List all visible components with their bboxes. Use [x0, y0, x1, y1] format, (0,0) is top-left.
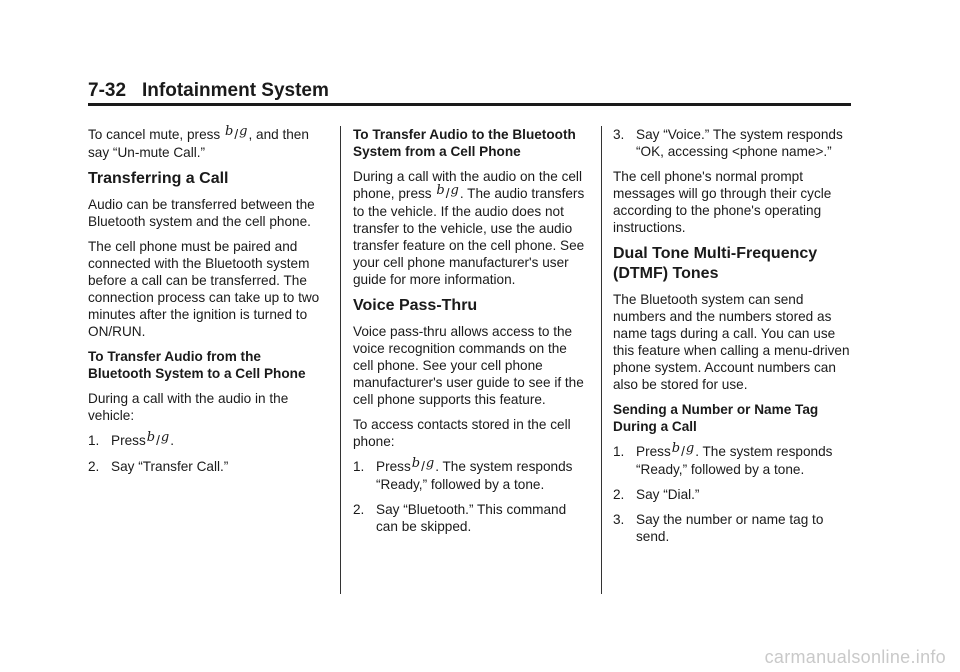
dtmf-paragraph: The Bluetooth system can send numbers and the numbers stored as name tags during a call. You can use this feature when calling a menu-driven phone system. Account numbers can also be stored for use.: [613, 292, 850, 392]
list-item: 2. Say “Transfer Call.”: [88, 459, 229, 474]
column-divider: [601, 126, 602, 594]
voice-icon: g: [239, 124, 248, 139]
voice-icon: g: [450, 183, 459, 198]
page-header: [88, 80, 329, 102]
list-item: 3. Say “Voice.” The system responds “OK, accessing <phone name>.”: [613, 127, 843, 159]
to-bluetooth-paragraph: During a call with the audio on the cell phone, press b/g. The audio transfers to the vehicle. If the audio does not transfer to the vehicle, use the audio transfer feature on the cell phone. See your cell phone manufacturer's user guide for more information.: [353, 169, 585, 287]
phone-icon: b: [146, 430, 156, 445]
phone-icon: b: [436, 183, 445, 198]
list-item: 1. Pressb/g. The system responds “Ready,” followed by a tone.: [613, 441, 833, 477]
transfer-heading: Transferring a Call: [88, 170, 229, 187]
section-title: Infotainment System: [142, 80, 329, 101]
phone-icon: b: [411, 456, 421, 471]
vpt-paragraph-2: To access contacts stored in the cell phone:: [353, 417, 571, 449]
to-phone-intro: During a call with the audio in the vehicle:: [88, 391, 289, 423]
column-divider: [340, 126, 341, 594]
voice-pass-thru-heading: Voice Pass-Thru: [353, 297, 478, 314]
list-item: 2. Say “Bluetooth.” This command can be skipped.: [353, 502, 567, 534]
header-rule: [88, 103, 851, 106]
column-1: [88, 126, 326, 483]
transfer-paragraph-2: The cell phone must be paired and connected with the Bluetooth system before a call can be transferred. The connection process can take up to two minutes after the ignition is turned to ON/RUN.: [88, 239, 320, 339]
voice-icon: g: [160, 430, 170, 445]
voice-icon: g: [425, 456, 435, 471]
list-item: 2. Say “Dial.”: [613, 487, 700, 502]
to-bluetooth-heading: To Transfer Audio to the Bluetooth System from a Cell Phone: [353, 127, 576, 159]
page-number: 7-32: [88, 80, 127, 101]
transfer-paragraph-1: Audio can be transferred between the Bluetooth system and the cell phone.: [88, 197, 315, 229]
list-item: 1. Pressb/g.: [88, 430, 174, 448]
to-phone-heading: To Transfer Audio from the Bluetooth System to a Cell Phone: [88, 349, 306, 381]
list-item: 3. Say the number or name tag to send.: [613, 512, 824, 544]
column-2: [353, 126, 591, 543]
phone-icon: b: [225, 124, 234, 139]
dtmf-heading: Dual Tone Multi-Frequency (DTMF) Tones: [613, 245, 818, 282]
send-heading: Sending a Number or Name Tag During a Call: [613, 402, 819, 434]
watermark: carmanualsonline.info: [764, 647, 946, 667]
phone-icon: b: [671, 441, 681, 456]
mute-paragraph: To cancel mute, press b/g, and then say “Un-mute Call.”: [88, 124, 309, 160]
voice-icon: g: [685, 441, 695, 456]
prompt-paragraph: The cell phone's normal prompt messages will go through their cycle according to the phone's operating instructions.: [613, 169, 832, 235]
column-3: [613, 126, 851, 553]
vpt-paragraph-1: Voice pass-thru allows access to the voice recognition commands on the cell phone. See your cell phone manufacturer's user guide to see if the cell phone supports this feature.: [353, 324, 584, 407]
list-item: 1. Pressb/g. The system responds “Ready,” followed by a tone.: [353, 456, 573, 492]
